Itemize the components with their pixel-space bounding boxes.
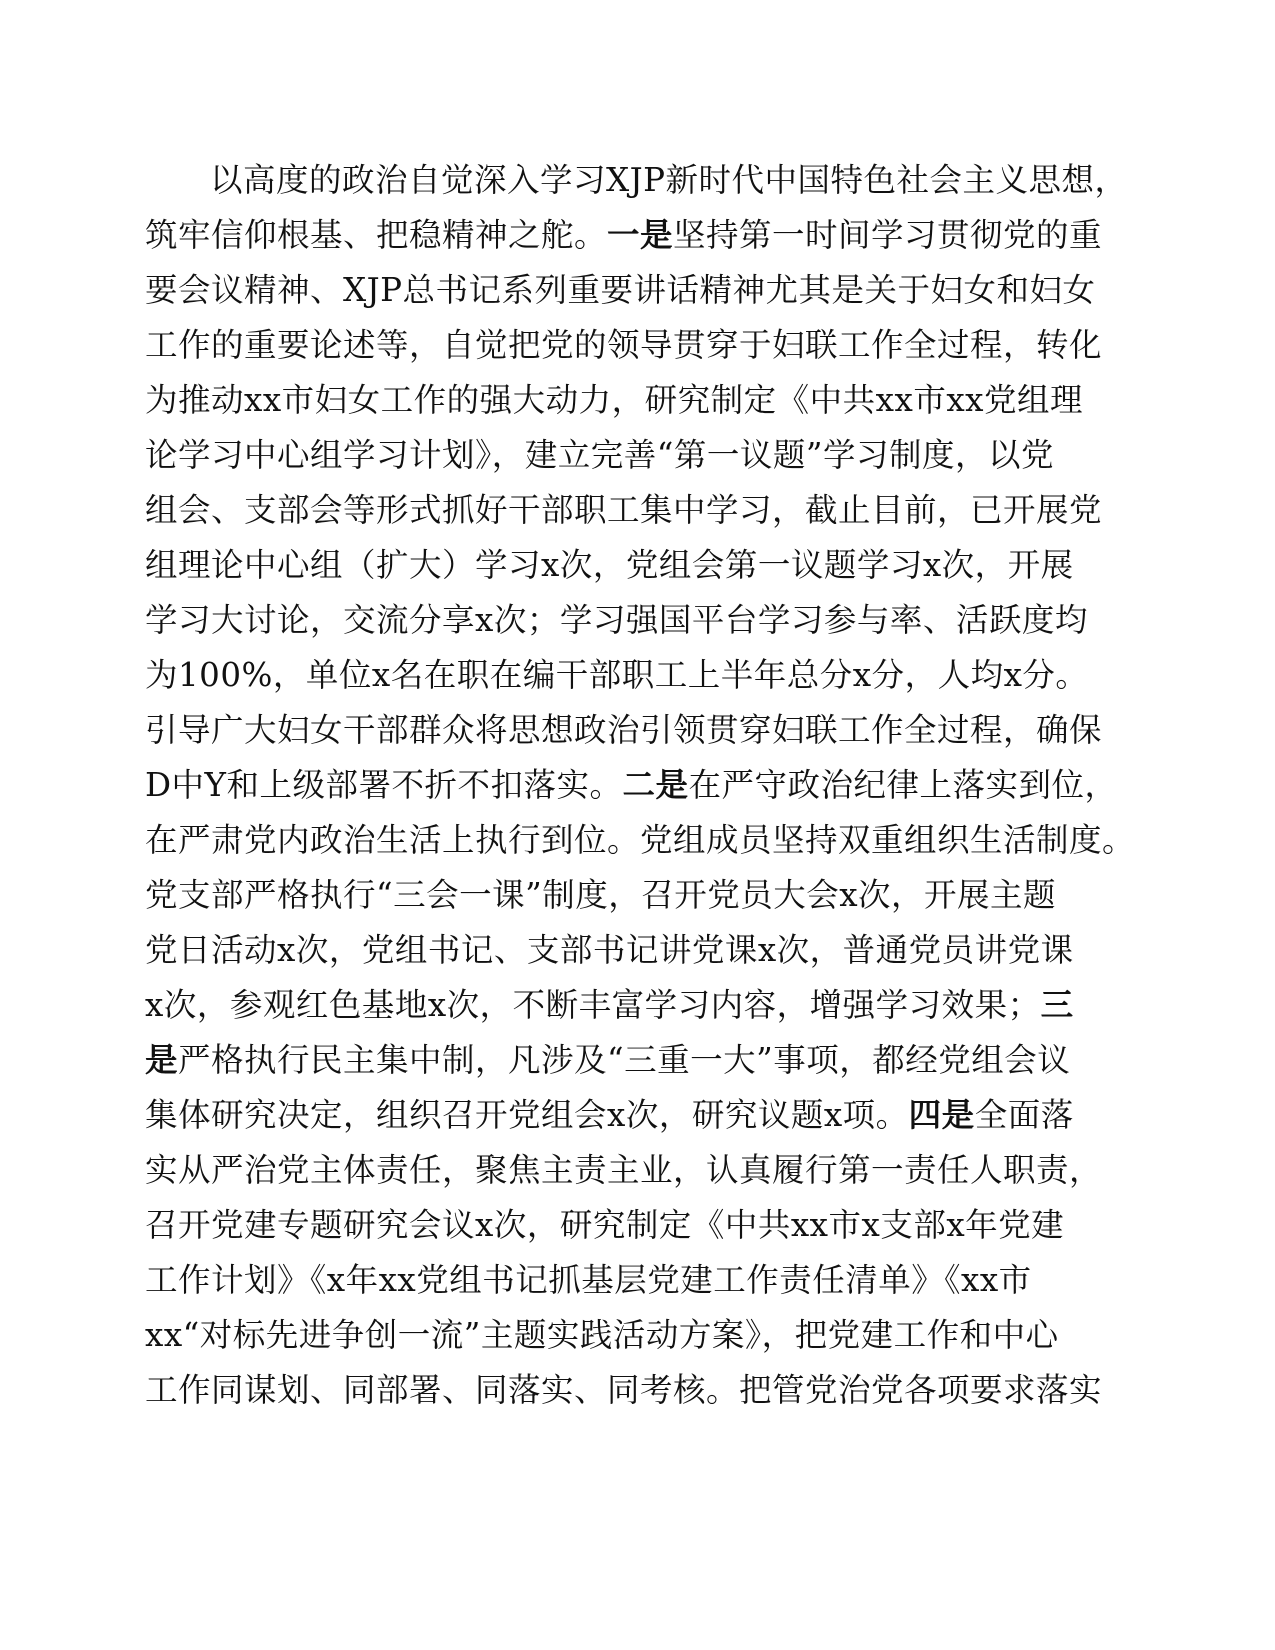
text-line xyxy=(145,1203,1064,1247)
text-line xyxy=(145,268,1096,312)
text-run: 要会议精神、XJP总书记系列重要讲话精神尤其是关于妇女和妇女 xyxy=(145,271,1096,309)
bold-marker: 是 xyxy=(145,1041,179,1079)
text-run: 筑牢信仰根基、把稳精神之舵。 xyxy=(145,216,608,254)
bold-marker: 三 xyxy=(1040,986,1074,1024)
text-line xyxy=(145,708,1102,752)
text-line xyxy=(145,323,1102,367)
text-line xyxy=(145,1093,1074,1137)
text-line xyxy=(145,1258,1032,1302)
text-line xyxy=(145,378,1083,422)
text-run: 党支部严格执行“三会一课”制度，召开党员大会x次，开展主题 xyxy=(145,876,1057,914)
text-line xyxy=(210,158,1128,202)
text-run: 工作的重要论述等，自觉把党的领导贯穿于妇联工作全过程，转化 xyxy=(145,326,1103,364)
text-line xyxy=(145,598,1088,642)
text-run: 为推动xx市妇女工作的强大动力，研究制定《中共xx市xx党组理 xyxy=(145,381,1083,419)
text-run: 引导广大妇女干部群众将思想政治引领贯穿妇联工作全过程，确保 xyxy=(145,711,1103,749)
text-run: 严格执行民主集中制，凡涉及“三重一大”事项，都经党组会议 xyxy=(178,1041,1071,1079)
text-line xyxy=(145,1038,1070,1082)
text-line xyxy=(145,818,1135,862)
text-run: 实从严治党主体责任，聚焦主责主业，认真履行第一责任人职责， xyxy=(145,1151,1103,1189)
text-run: 坚持第一时间学习贯彻党的重 xyxy=(673,216,1103,254)
text-run: 为100%，单位x名在职在编干部职工上半年总分x分，人均x分。 xyxy=(145,656,1089,694)
text-run: 组会、支部会等形式抓好干部职工集中学习，截止目前，已开展党 xyxy=(145,491,1103,529)
text-run: xx“对标先进争创一流”主题实践活动方案》，把党建工作和中心 xyxy=(145,1316,1059,1354)
text-run: 在严肃党内政治生活上执行到位。党组成员坚持双重组织生活制度。 xyxy=(145,821,1136,859)
text-line xyxy=(145,1368,1102,1412)
text-line xyxy=(145,213,1102,257)
text-run: 集体研究决定，组织召开党组会x次，研究议题x项。 xyxy=(145,1096,909,1134)
bold-marker: 二是 xyxy=(622,766,689,804)
text-run: x次，参观红色基地x次，不断丰富学习内容，增强学习效果； xyxy=(145,986,1041,1024)
text-run: 以高度的政治自觉深入学习XJP新时代中国特色社会主义思想， xyxy=(210,161,1128,199)
text-line xyxy=(145,653,1088,697)
text-run: 学习大讨论，交流分享x次；学习强国平台学习参与率、活跃度均 xyxy=(145,601,1088,639)
text-run: 召开党建专题研究会议x次，研究制定《中共xx市x支部x年党建 xyxy=(145,1206,1065,1244)
text-run: 党日活动x次，党组书记、支部书记讲党课x次，普通党员讲党课 xyxy=(145,931,1074,969)
text-line xyxy=(145,1148,1102,1192)
text-line xyxy=(145,873,1056,917)
text-run: 论学习中心组学习计划》，建立完善“第一议题”学习制度，以党 xyxy=(145,436,1054,474)
text-line xyxy=(145,488,1102,532)
text-line xyxy=(145,433,1054,477)
text-run: 组理论中心组（扩大）学习x次，党组会第一议题学习x次，开展 xyxy=(145,546,1074,584)
text-run: 在严守政治纪律上落实到位， xyxy=(688,766,1118,804)
text-run: 工作同谋划、同部署、同落实、同考核。把管党治党各项要求落实 xyxy=(145,1371,1103,1409)
text-line xyxy=(145,928,1074,972)
text-run: 全面落 xyxy=(974,1096,1074,1134)
bold-marker: 一是 xyxy=(607,216,674,254)
text-line xyxy=(145,1313,1059,1357)
text-line xyxy=(145,983,1074,1027)
text-run: D中Y和上级部署不折不扣落实。 xyxy=(145,766,623,804)
text-line xyxy=(145,763,1118,807)
text-run: 工作计划》《x年xx党组书记抓基层党建工作责任清单》《xx市 xyxy=(145,1261,1032,1299)
bold-marker: 四是 xyxy=(908,1096,975,1134)
text-line xyxy=(145,543,1074,587)
